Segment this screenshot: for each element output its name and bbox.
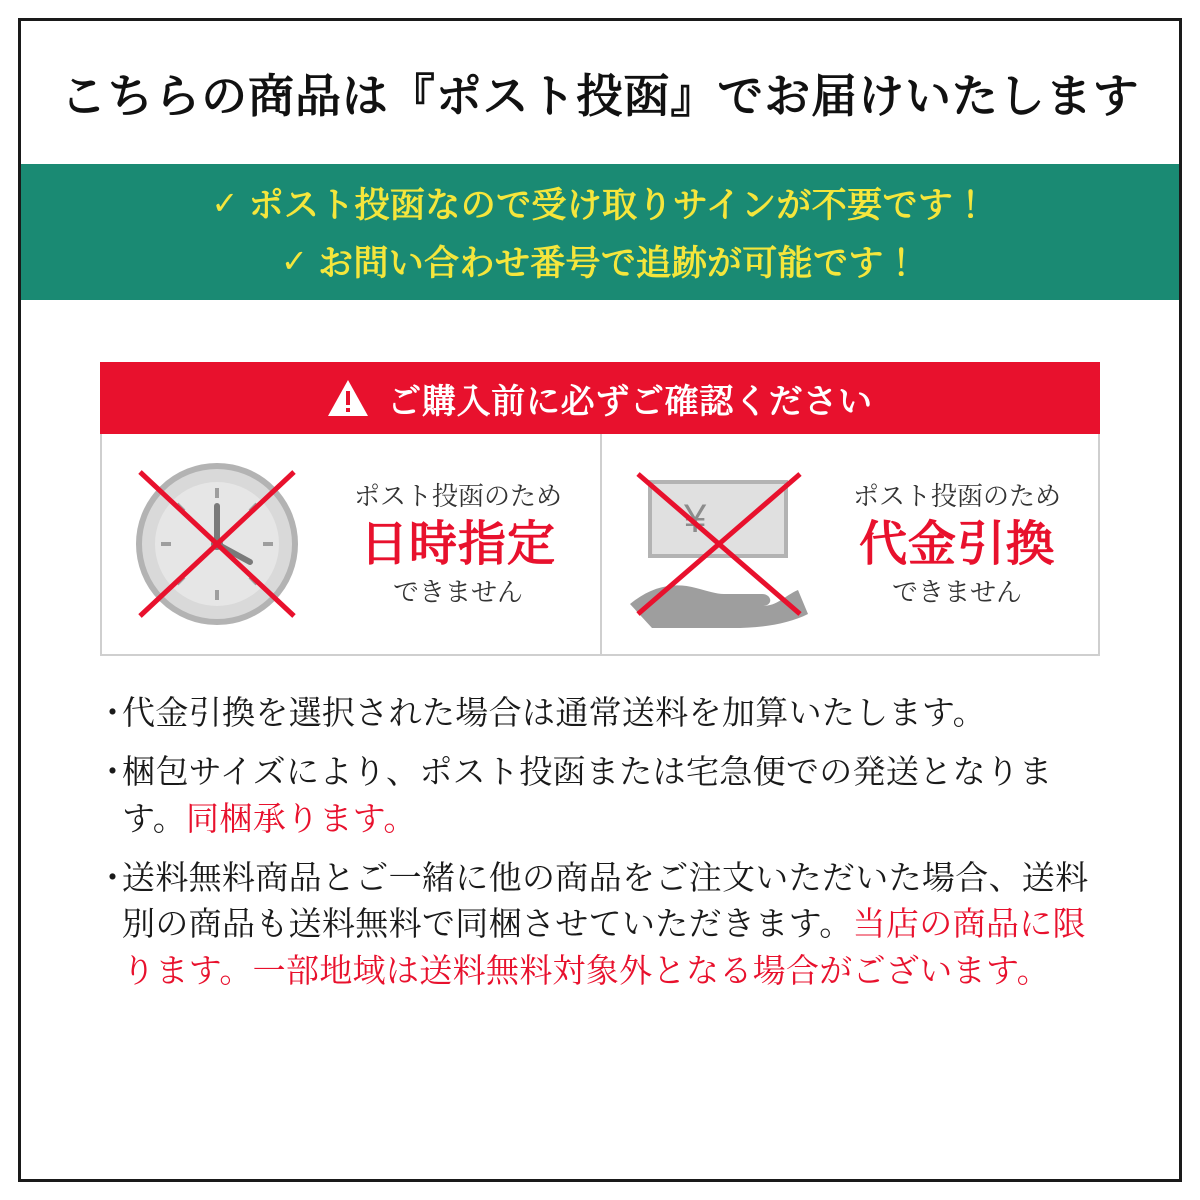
clock-figure xyxy=(112,454,322,634)
benefit-text-1: ポスト投函なので受け取りサインが不要です！ xyxy=(248,186,989,225)
page-title: こちらの商品は『ポスト投函』でお届けいたします xyxy=(60,69,1140,122)
note-bullet: ・ xyxy=(96,858,130,896)
note-body xyxy=(122,749,1106,843)
check-icon: ✓ xyxy=(280,243,309,279)
cell-reason: ポスト投函のため xyxy=(852,480,1061,511)
warning-heading: ご購入前に必ずご確認ください xyxy=(387,382,873,421)
warning-cell-cod-text xyxy=(822,480,1088,609)
cell-result: できません xyxy=(392,576,523,607)
cell-label: 日時指定 xyxy=(360,518,556,572)
warning-header xyxy=(100,362,1100,434)
note-text: 代金引換を選択された場合は通常送料を加算いたします。 xyxy=(122,694,986,731)
cell-label: 代金引換 xyxy=(859,518,1055,572)
header xyxy=(21,21,1179,164)
note-item xyxy=(96,855,1106,996)
warning-cell-date-text xyxy=(322,480,590,609)
note-body xyxy=(122,690,1106,737)
note-body xyxy=(122,855,1106,996)
note-text-highlight: 当店の商品に限ります。一部地域は送料無料対象外となる場合がございます。 xyxy=(122,905,1086,990)
warning-cell-cod xyxy=(600,434,1098,654)
benefit-line-1 xyxy=(211,178,988,228)
warning-triangle-icon xyxy=(327,379,369,417)
cash-on-delivery-icon xyxy=(612,454,822,634)
note-item xyxy=(96,749,1106,843)
benefits-band xyxy=(21,164,1179,300)
benefit-line-2 xyxy=(281,236,919,286)
cell-result: できません xyxy=(891,576,1022,607)
note-text: 送料無料商品とご一緒に他の商品をご注文いただいた場合、送料別の商品も送料無料で同梱させていただきます。 xyxy=(122,858,1089,943)
svg-text:¥: ¥ xyxy=(684,497,707,541)
note-item xyxy=(96,690,1106,737)
warning-body xyxy=(100,434,1100,656)
notes-list xyxy=(96,690,1106,1007)
clock-icon xyxy=(112,454,322,634)
note-text: 梱包サイズにより、ポスト投函または宅急便での発送となります。 xyxy=(122,752,1053,837)
note-bullet: ・ xyxy=(96,694,130,731)
warning-box xyxy=(100,362,1100,656)
benefit-text-2: お問い合わせ番号で追跡が可能です！ xyxy=(318,244,920,283)
note-text-highlight: 同梱承ります。 xyxy=(186,799,417,837)
note-bullet: ・ xyxy=(96,752,130,790)
cod-figure xyxy=(612,454,822,634)
cell-reason: ポスト投函のため xyxy=(353,480,562,511)
warning-cell-date xyxy=(102,434,600,654)
check-icon: ✓ xyxy=(211,185,239,221)
